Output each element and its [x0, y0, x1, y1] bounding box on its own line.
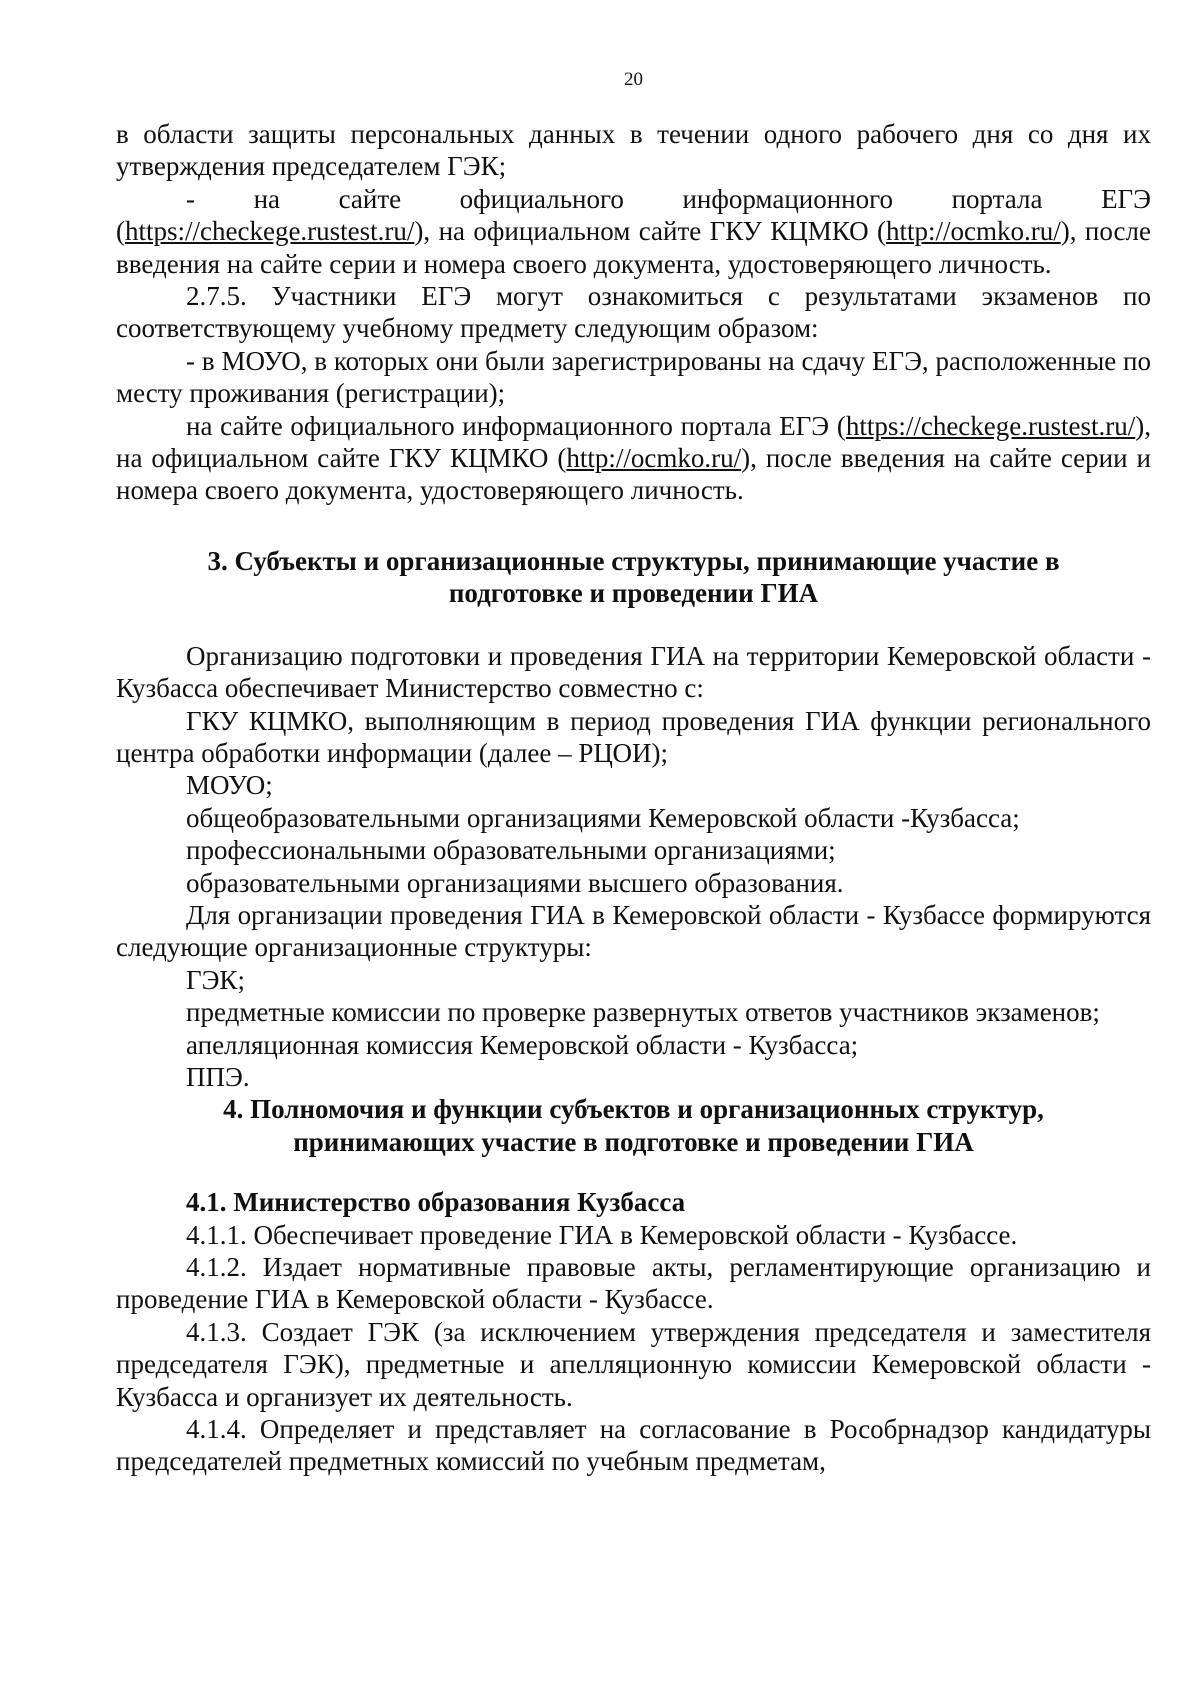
subsection-4-1-heading: 4.1. Министерство образования Кузбасса: [186, 1187, 686, 1218]
paragraph-appeal-commission: апелляционная комиссия Кемеровской области - Кузбасса;: [186, 1029, 859, 1060]
text-segment: ), на официальном сайте ГКУ КЦМКО (: [116, 410, 1151, 474]
text-segment: ), после введения на сайте серии и номера своего документа, удостоверяющего личность.: [116, 443, 1152, 506]
paragraph-mouo: МОУО;: [186, 770, 273, 801]
paragraph-organization: Организацию подготовки и проведения ГИА на территории Кемеровской области - Кузбасса обеспечивает Министерство совместно с:: [116, 640, 1151, 704]
paragraph-gku-kcmko: ГКУ КЦМКО, выполняющим в период проведения ГИА функции регионального центра обработки информации (далее – РЦОИ);: [116, 705, 1151, 768]
text-segment: ), после введения на сайте серии и номера своего документа, удостоверяющего личность.: [116, 216, 1151, 279]
paragraph-4-1-1: 4.1.1. Обеспечивает проведение ГИА в Кемеровской области - Кузбассе.: [186, 1219, 1018, 1250]
paragraph-data-protection: в области защиты персональных данных в течении одного рабочего дня со дня их утверждения председателем ГЭК;: [116, 119, 1151, 182]
section-4-heading: [116, 1093, 1151, 1158]
paragraph-structures-intro: Для организации проведения ГИА в Кемеровской области - Кузбассе формируются следующие организационные структуры:: [116, 899, 1151, 963]
link-checkege-2[interactable]: https://checkege.rustest.ru/: [845, 410, 1136, 441]
spacer: [116, 1158, 1151, 1186]
section-4-heading-line2: принимающих участие в подготовке и проведении ГИА: [293, 1126, 974, 1157]
link-ocmko-2[interactable]: http://ocmko.ru/: [566, 443, 742, 474]
spacer: [116, 610, 1151, 640]
page-number: 20: [624, 69, 643, 90]
paragraph-ppe: ППЭ.: [186, 1061, 250, 1092]
link-checkege-1[interactable]: https://checkege.rustest.ru/: [125, 216, 415, 247]
paragraph-4-1-3: 4.1.3. Создает ГЭК (за исключением утверждения председателя и заместителя председателя ГЭК), предметные и апелляционную комиссии Кемеровской области - Кузбасса и организует их деятельность.: [116, 1316, 1151, 1412]
text-segment: - на сайте официального информационного портала ЕГЭ (: [116, 183, 1151, 247]
paragraph-4-1-4: 4.1.4. Определяет и представляет на согласование в Рособрнадзор кандидатуры председателей предметных комиссий по учебным предметам,: [116, 1414, 1151, 1477]
section-3-heading-line1: 3. Субъекты и организационные структуры, принимающие участие в: [207, 545, 1060, 576]
paragraph-subject-commissions: предметные комиссии по проверке развернутых ответов участников экзаменов;: [186, 997, 1100, 1028]
paragraph-portal-results-1: [116, 183, 1151, 280]
paragraph-2-7-5: 2.7.5. Участники ЕГЭ могут ознакомиться с результатами экзаменов по соответствующему учебному предмету следующим образом:: [116, 281, 1151, 344]
link-ocmko-1[interactable]: http://ocmko.ru/: [886, 216, 1061, 247]
section-4-heading-line1: 4. Полномочия и функции субъектов и организационных структур,: [223, 1094, 1044, 1125]
paragraph-portal-results-2: [116, 410, 1151, 507]
document-page: [116, 70, 1151, 1478]
paragraph-professional-education: профессиональными образовательными организациями;: [186, 835, 836, 866]
section-3-heading: [116, 545, 1151, 610]
paragraph-general-education: общеобразовательными организациями Кемеровской области -Кузбасса;: [186, 802, 1020, 833]
paragraph-higher-education: образовательными организациями высшего образования.: [186, 867, 844, 898]
paragraph-gek: ГЭК;: [186, 964, 245, 995]
text-segment: на сайте официального информационного портала ЕГЭ (: [186, 410, 846, 441]
paragraph-4-1-2: 4.1.2. Издает нормативные правовые акты, регламентирующие организацию и проведение ГИА в Кемеровской области - Кузбассе.: [116, 1252, 1151, 1315]
paragraph-mouo-results: - в МОУО, в которых они были зарегистрированы на сдачу ЕГЭ, расположенные по месту проживания (регистрации);: [116, 345, 1151, 409]
text-segment: ), на официальном сайте ГКУ КЦМКО (: [414, 216, 887, 247]
section-3-heading-line2: подготовке и проведении ГИА: [448, 578, 819, 609]
spacer: [116, 507, 1151, 545]
